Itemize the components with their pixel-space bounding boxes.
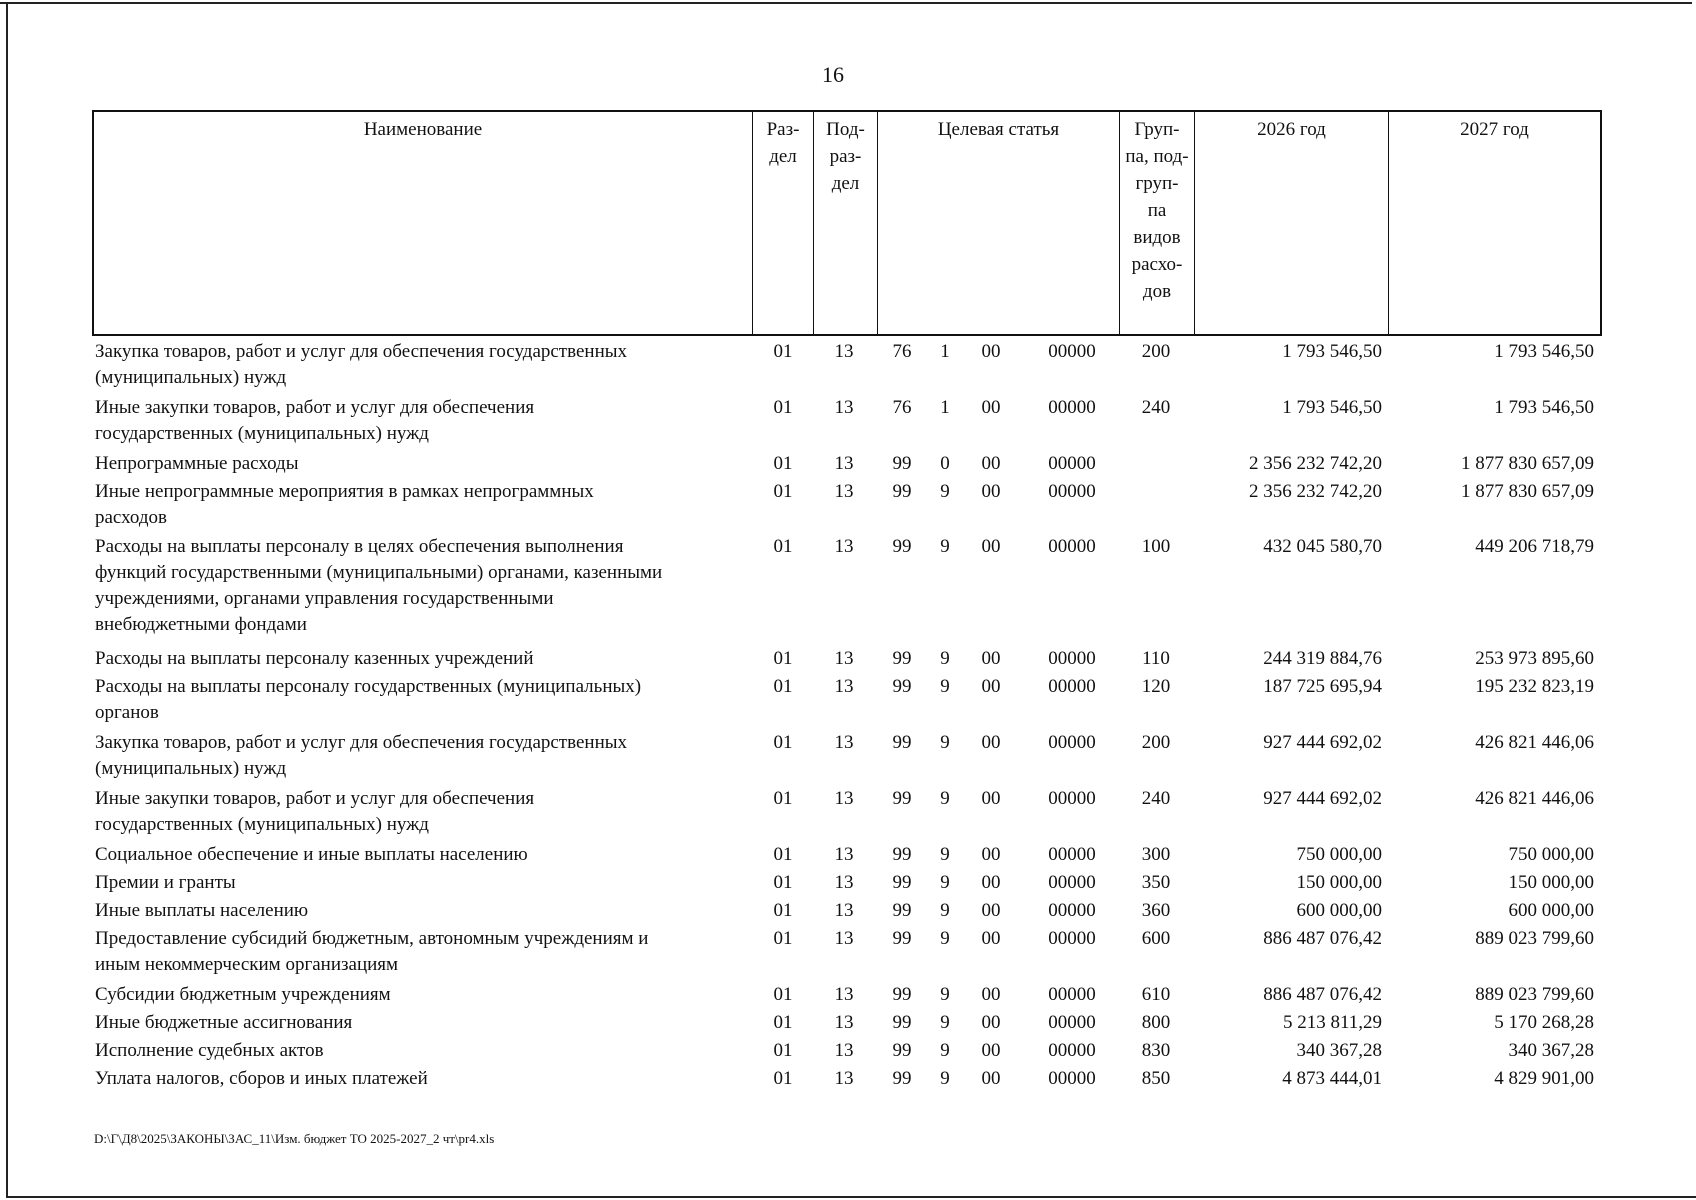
row-podrazdel: 13	[834, 676, 854, 697]
row-target-main: 00	[981, 984, 1001, 1005]
header-podrazdel-line: дел	[831, 173, 860, 194]
row-razdel: 01	[773, 341, 793, 362]
row-podrazdel: 13	[834, 872, 854, 893]
row-group: 110	[1142, 648, 1170, 669]
row-razdel: 01	[773, 676, 793, 697]
row-target-program: 99	[892, 788, 912, 809]
header-podrazdel-line: раз-	[829, 146, 862, 167]
row-value-2027: 889 023 799,60	[1475, 928, 1594, 949]
row-value-2026: 886 487 076,42	[1263, 928, 1382, 949]
row-name: Предоставление субсидий бюджетным, автономным учреждениям и иным некоммерческим организациям	[95, 928, 649, 975]
row-value-2027: 195 232 823,19	[1475, 676, 1594, 697]
row-value-2027: 1 793 546,50	[1494, 397, 1594, 418]
row-target-main: 00	[981, 341, 1001, 362]
row-target-program: 99	[892, 648, 912, 669]
header-razdel	[752, 112, 813, 334]
row-target-program: 99	[892, 481, 912, 502]
page-number: 16	[822, 62, 844, 87]
row-value-2026: 432 045 580,70	[1263, 536, 1382, 557]
header-year-2027-label: 2027 год	[1460, 119, 1529, 140]
row-target-direction: 00000	[1048, 648, 1096, 669]
row-name: Расходы на выплаты персоналу государственных (муниципальных) органов	[95, 676, 642, 723]
row-target-direction: 00000	[1048, 872, 1096, 893]
scan-frame-left	[6, 2, 8, 1198]
row-value-2026: 886 487 076,42	[1263, 984, 1382, 1005]
row-value-2027: 449 206 718,79	[1475, 536, 1594, 557]
row-podrazdel: 13	[834, 648, 854, 669]
header-name	[94, 112, 752, 334]
row-razdel: 01	[773, 453, 793, 474]
row-target-sub: 9	[940, 648, 950, 669]
row-name: Закупка товаров, работ и услуг для обеспечения государственных (муниципальных) нужд	[95, 732, 628, 779]
row-group: 360	[1141, 900, 1171, 921]
row-group: 120	[1141, 676, 1171, 697]
row-target-program: 99	[892, 984, 912, 1005]
row-target-direction: 00000	[1048, 900, 1096, 921]
row-group: 200	[1141, 732, 1171, 753]
row-razdel: 01	[773, 984, 793, 1005]
row-target-program: 99	[892, 453, 912, 474]
row-value-2026: 4 873 444,01	[1282, 1068, 1382, 1089]
row-name: Иные выплаты населению	[95, 900, 309, 921]
row-name: Расходы на выплаты персоналу в целях обеспечения выполнения функций государственными (муниципальными) органами, казенными учреждениями, органами управления государственными внебюджетными фондами	[95, 536, 663, 635]
row-target-program: 99	[892, 1040, 912, 1061]
row-value-2026: 1 793 546,50	[1282, 397, 1382, 418]
header-year-2027	[1388, 112, 1600, 334]
row-target-direction: 00000	[1048, 844, 1096, 865]
row-target-sub: 1	[940, 341, 950, 362]
header-target-label: Целевая статья	[937, 119, 1060, 140]
row-razdel: 01	[773, 732, 793, 753]
header-year-2026	[1194, 112, 1388, 334]
row-name: Непрограммные расходы	[95, 453, 299, 474]
row-target-direction: 00000	[1048, 453, 1096, 474]
row-razdel: 01	[773, 536, 793, 557]
row-value-2027: 750 000,00	[1508, 844, 1594, 865]
header-group-line: Груп-	[1134, 119, 1180, 140]
header-target	[877, 112, 1119, 334]
row-target-main: 00	[981, 453, 1001, 474]
row-value-2027: 340 367,28	[1508, 1040, 1594, 1061]
row-podrazdel: 13	[834, 397, 854, 418]
header-podrazdel	[813, 112, 877, 334]
row-name: Исполнение судебных актов	[95, 1040, 324, 1061]
row-razdel: 01	[773, 844, 793, 865]
row-target-sub: 9	[940, 1012, 950, 1033]
row-name: Расходы на выплаты персоналу казенных учреждений	[95, 648, 534, 669]
row-target-program: 76	[892, 341, 912, 362]
row-podrazdel: 13	[834, 788, 854, 809]
row-value-2027: 253 973 895,60	[1475, 648, 1594, 669]
row-name: Иные закупки товаров, работ и услуг для обеспечения государственных (муниципальных) нужд	[95, 397, 535, 444]
row-name: Иные непрограммные мероприятия в рамках непрограммных расходов	[95, 481, 594, 528]
row-value-2027: 426 821 446,06	[1475, 732, 1594, 753]
row-target-main: 00	[981, 788, 1001, 809]
row-target-sub: 9	[940, 984, 950, 1005]
row-group: 240	[1141, 397, 1171, 418]
header-razdel-line: дел	[769, 146, 797, 167]
row-value-2026: 340 367,28	[1296, 1040, 1382, 1061]
row-value-2027: 889 023 799,60	[1475, 984, 1594, 1005]
row-value-2026: 244 319 884,76	[1263, 648, 1382, 669]
row-razdel: 01	[773, 1040, 793, 1061]
header-name-label: Наименование	[363, 119, 483, 140]
row-podrazdel: 13	[834, 984, 854, 1005]
row-razdel: 01	[773, 788, 793, 809]
header-group-line: видов	[1133, 227, 1181, 248]
row-value-2026: 2 356 232 742,20	[1249, 453, 1382, 474]
row-target-main: 00	[981, 1068, 1001, 1089]
row-target-sub: 9	[940, 676, 950, 697]
row-group: 800	[1141, 1012, 1171, 1033]
row-podrazdel: 13	[834, 900, 854, 921]
row-razdel: 01	[773, 928, 793, 949]
row-target-main: 00	[981, 648, 1001, 669]
row-target-direction: 00000	[1048, 1068, 1096, 1089]
row-group: 830	[1141, 1040, 1171, 1061]
header-group	[1119, 112, 1194, 334]
row-name: Премии и гранты	[95, 872, 236, 893]
row-target-main: 00	[981, 481, 1001, 502]
row-value-2026: 150 000,00	[1296, 872, 1382, 893]
row-podrazdel: 13	[834, 481, 854, 502]
row-group: 850	[1141, 1068, 1171, 1089]
row-podrazdel: 13	[834, 732, 854, 753]
table-header	[92, 110, 1602, 336]
row-target-main: 00	[981, 732, 1001, 753]
header-group-line: па, под-	[1125, 146, 1189, 167]
row-value-2026: 1 793 546,50	[1282, 341, 1382, 362]
row-target-main: 00	[981, 928, 1001, 949]
row-target-direction: 00000	[1048, 397, 1096, 418]
header-year-2026-label: 2026 год	[1257, 119, 1326, 140]
row-target-sub: 9	[940, 900, 950, 921]
row-group: 100	[1141, 536, 1171, 557]
row-target-sub: 9	[940, 1068, 950, 1089]
row-target-program: 99	[892, 1068, 912, 1089]
row-target-sub: 9	[940, 872, 950, 893]
header-group-line: груп-	[1135, 173, 1179, 194]
row-target-sub: 9	[940, 481, 950, 502]
row-target-sub: 9	[940, 788, 950, 809]
row-podrazdel: 13	[834, 453, 854, 474]
row-value-2026: 750 000,00	[1296, 844, 1382, 865]
row-razdel: 01	[773, 481, 793, 502]
row-target-sub: 9	[940, 928, 950, 949]
row-target-program: 99	[892, 536, 912, 557]
row-target-main: 00	[981, 872, 1001, 893]
row-target-sub: 1	[940, 397, 950, 418]
row-name: Иные закупки товаров, работ и услуг для обеспечения государственных (муниципальных) нужд	[95, 788, 535, 835]
row-value-2027: 150 000,00	[1508, 872, 1594, 893]
row-group: 350	[1141, 872, 1171, 893]
row-podrazdel: 13	[834, 928, 854, 949]
row-target-program: 99	[892, 676, 912, 697]
row-value-2027: 1 793 546,50	[1494, 341, 1594, 362]
row-value-2026: 5 213 811,29	[1282, 1012, 1382, 1033]
row-target-program: 99	[892, 872, 912, 893]
file-path-footer: D:\Г\Д8\2025\ЗАКОНЫ\ЗАС_11\Изм. бюджет ТО 2025-2027_2 чт\pr4.xls	[94, 1131, 495, 1146]
row-target-main: 00	[981, 900, 1001, 921]
row-podrazdel: 13	[834, 1040, 854, 1061]
row-target-program: 99	[892, 900, 912, 921]
row-target-main: 00	[981, 844, 1001, 865]
row-target-sub: 9	[940, 732, 950, 753]
row-group: 610	[1141, 984, 1171, 1005]
row-target-sub: 9	[940, 536, 950, 557]
row-target-main: 00	[981, 676, 1001, 697]
row-name: Уплата налогов, сборов и иных платежей	[95, 1068, 428, 1089]
scan-frame-bottom	[6, 1196, 1696, 1198]
row-target-program: 99	[892, 844, 912, 865]
row-value-2026: 187 725 695,94	[1263, 676, 1382, 697]
row-target-main: 00	[981, 397, 1001, 418]
row-target-main: 00	[981, 1012, 1001, 1033]
row-target-program: 76	[892, 397, 912, 418]
header-podrazdel-line: Под-	[826, 119, 865, 140]
scan-frame-top	[0, 2, 1692, 4]
row-group: 300	[1141, 844, 1171, 865]
row-target-direction: 00000	[1048, 984, 1096, 1005]
row-podrazdel: 13	[834, 844, 854, 865]
row-value-2027: 1 877 830 657,09	[1461, 453, 1594, 474]
row-razdel: 01	[773, 397, 793, 418]
row-value-2026: 2 356 232 742,20	[1249, 481, 1382, 502]
row-value-2027: 1 877 830 657,09	[1461, 481, 1594, 502]
row-podrazdel: 13	[834, 1068, 854, 1089]
row-target-direction: 00000	[1048, 732, 1096, 753]
header-group-line: дов	[1142, 281, 1172, 302]
row-target-direction: 00000	[1048, 928, 1096, 949]
row-group: 200	[1141, 341, 1171, 362]
row-value-2027: 5 170 268,28	[1494, 1012, 1594, 1033]
row-target-sub: 0	[940, 453, 950, 474]
row-target-program: 99	[892, 732, 912, 753]
header-group-line: па	[1147, 200, 1167, 221]
row-value-2026: 927 444 692,02	[1263, 732, 1382, 753]
row-target-main: 00	[981, 536, 1001, 557]
row-razdel: 01	[773, 648, 793, 669]
row-target-program: 99	[892, 1012, 912, 1033]
row-target-sub: 9	[940, 1040, 950, 1061]
row-target-direction: 00000	[1048, 1012, 1096, 1033]
row-name: Субсидии бюджетным учреждениям	[95, 984, 391, 1005]
row-podrazdel: 13	[834, 341, 854, 362]
row-razdel: 01	[773, 1012, 793, 1033]
row-target-direction: 00000	[1048, 481, 1096, 502]
row-target-direction: 00000	[1048, 676, 1096, 697]
row-target-program: 99	[892, 928, 912, 949]
row-value-2027: 600 000,00	[1508, 900, 1594, 921]
row-target-sub: 9	[940, 844, 950, 865]
row-name: Социальное обеспечение и иные выплаты населению	[95, 844, 528, 865]
row-razdel: 01	[773, 1068, 793, 1089]
row-value-2027: 426 821 446,06	[1475, 788, 1594, 809]
row-target-main: 00	[981, 1040, 1001, 1061]
row-razdel: 01	[773, 900, 793, 921]
row-value-2026: 600 000,00	[1296, 900, 1382, 921]
row-value-2027: 4 829 901,00	[1494, 1068, 1594, 1089]
row-target-direction: 00000	[1048, 341, 1096, 362]
row-target-direction: 00000	[1048, 1040, 1096, 1061]
row-name: Иные бюджетные ассигнования	[95, 1012, 353, 1033]
row-value-2026: 927 444 692,02	[1263, 788, 1382, 809]
row-podrazdel: 13	[834, 1012, 854, 1033]
row-group: 240	[1141, 788, 1171, 809]
row-target-direction: 00000	[1048, 536, 1096, 557]
header-razdel-line: Раз-	[766, 119, 800, 140]
row-podrazdel: 13	[834, 536, 854, 557]
row-group: 600	[1141, 928, 1171, 949]
row-razdel: 01	[773, 872, 793, 893]
header-group-line: расхо-	[1131, 254, 1183, 275]
row-target-direction: 00000	[1048, 788, 1096, 809]
row-name: Закупка товаров, работ и услуг для обеспечения государственных (муниципальных) нужд	[95, 341, 628, 388]
